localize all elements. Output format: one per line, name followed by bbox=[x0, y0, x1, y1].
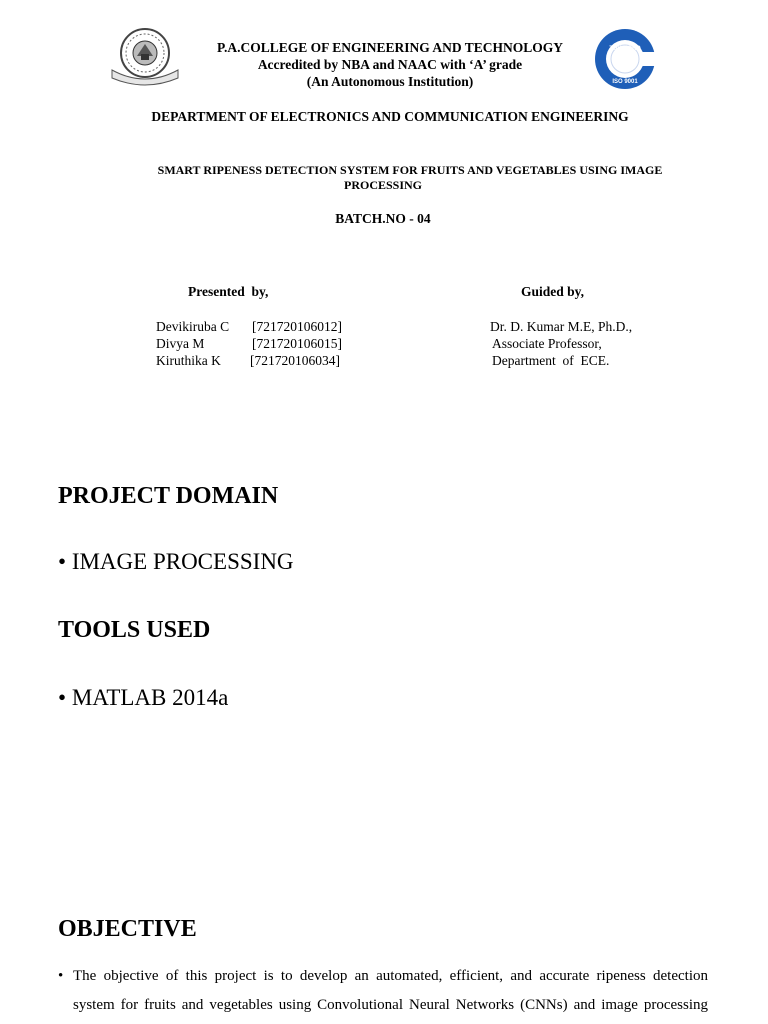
iso-logo-label-bottom: ISO 9001 bbox=[612, 79, 638, 85]
guide-department: Department of ECE. bbox=[492, 353, 610, 368]
institution-type: (An Autonomous Institution) bbox=[306, 74, 474, 89]
batch-number: BATCH.NO - 04 bbox=[335, 211, 431, 226]
presented-by-heading: Presented by, bbox=[188, 284, 269, 299]
project-title-line-2: PROCESSING bbox=[343, 178, 423, 192]
student-name: Devikiruba C bbox=[156, 319, 230, 334]
objective-line-1: The objective of this project is to develop an automated, efficient, and accurate ripeness detection bbox=[73, 968, 708, 984]
tools-list-item bbox=[58, 685, 228, 711]
bullet: • bbox=[58, 968, 64, 984]
guided-by-heading: Guided by, bbox=[521, 284, 585, 299]
iso-logo-label-top: TÜV NORD bbox=[609, 46, 641, 52]
college-name: P.A.COLLEGE OF ENGINEERING AND TECHNOLOGY bbox=[216, 40, 564, 55]
student-name: Divya M bbox=[156, 336, 205, 351]
project-title-line-1: SMART RIPENESS DETECTION SYSTEM FOR FRUITS AND VEGETABLES USING IMAGE bbox=[157, 163, 663, 177]
guide-name: Dr. D. Kumar M.E, Ph.D., bbox=[490, 319, 633, 334]
student-name: Kiruthika K bbox=[156, 353, 221, 368]
accreditation-line: Accredited by NBA and NAAC with ‘A’ grade bbox=[257, 57, 523, 72]
objective-paragraph bbox=[58, 962, 708, 1022]
domain-item-text: IMAGE PROCESSING bbox=[71, 549, 294, 574]
tools-used-heading: TOOLS USED bbox=[58, 617, 211, 643]
objective-line-2: system for fruits and vegetables using Convolutional Neural Networks (CNNs) and image processing bbox=[73, 997, 708, 1013]
domain-list-item bbox=[58, 549, 294, 575]
objective-heading: OBJECTIVE bbox=[58, 916, 197, 942]
student-roll: [721720106034] bbox=[250, 353, 340, 368]
project-domain-heading: PROJECT DOMAIN bbox=[58, 483, 279, 509]
student-roll: [721720106012] bbox=[252, 319, 342, 334]
guide-designation: Associate Professor, bbox=[492, 336, 602, 351]
bullet: • bbox=[58, 685, 67, 710]
department-name: DEPARTMENT OF ELECTRONICS AND COMMUNICATION ENGINEERING bbox=[151, 109, 629, 124]
iso-certification-logo bbox=[594, 28, 656, 90]
bullet: • bbox=[58, 549, 67, 574]
tools-item-text: MATLAB 2014a bbox=[71, 685, 229, 710]
student-roll: [721720106015] bbox=[252, 336, 342, 351]
